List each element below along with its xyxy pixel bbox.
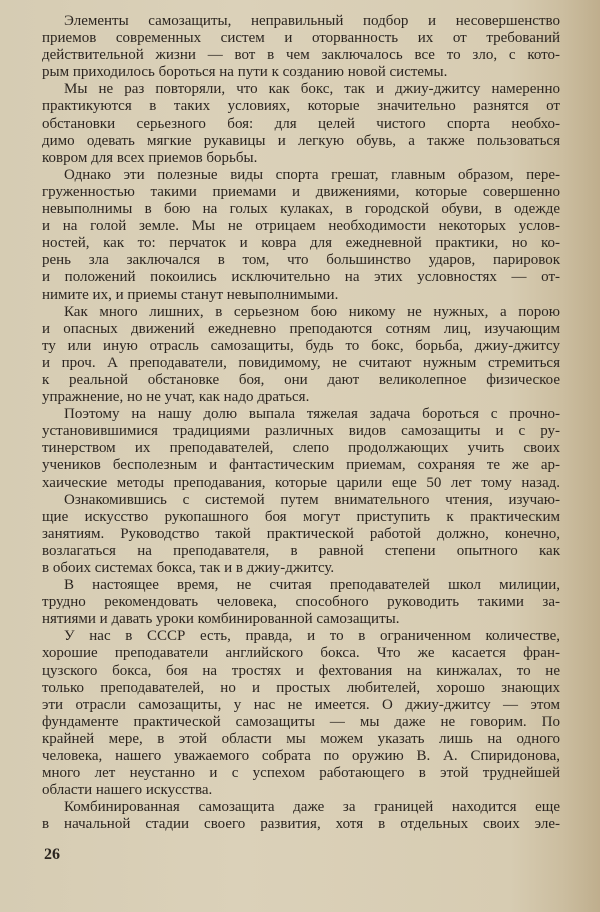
text-line: эти отрасли самозащиты, у нас не имеется. О джиу-джитсу — этом <box>42 696 560 713</box>
text-line: Поэтому на нашу долю выпала тяжелая задача бороться с прочно- <box>64 406 560 423</box>
text-line: цузского бокса, боя на тростях и фехтования на кинжалах, то не <box>42 662 560 679</box>
text-line: димо одевать мягкие рукавицы и легкую обувь, а также пользоваться <box>42 132 560 149</box>
text-line: к реальной обстановке боя, они дают великолепное физическое <box>42 371 560 388</box>
text-line: возлагаться на преподавателя, в равной степени опытного как <box>42 542 560 559</box>
text-line: обстановки серьезного боя: для целей чистого спорта необхо- <box>42 115 560 132</box>
text-line: ностей, как то: перчаток и ковра для ежедневной практики, но ко- <box>42 235 560 252</box>
text-line: ту или иную отрасль самозащиты, будь то бокс, борьба, джиу-джитсу <box>42 337 560 354</box>
text-line: в начальной стадии своего развития, хотя в отдельных своих эле- <box>42 816 560 833</box>
text-line: У нас в СССР есть, правда, и то в ограниченном количестве, <box>64 628 560 645</box>
text-line: человека, нашего уважаемого собрата по оружию В. А. Спиридонова, <box>42 748 560 765</box>
text-line: Ознакомившись с системой путем внимательного чтения, изучаю- <box>64 491 560 508</box>
text-line: нятиями и давать уроки комбинированной самозащиты. <box>42 611 400 628</box>
text-line: много лет неустанно и с успехом работающего в этой труднейшей <box>42 765 560 782</box>
text-line: крайней мере, в этой области мы можем указать лишь на одного <box>42 730 560 747</box>
text-line: приемов современных систем и оторванность их от требований <box>42 30 560 47</box>
text-line: Комбинированная самозащита даже за границей находится еще <box>64 799 560 816</box>
text-line: установившимися традициями различных видов самозащиты и с ру- <box>42 423 560 440</box>
text-line: и проч. А преподаватели, повидимому, не считают нужным стремиться <box>42 354 560 371</box>
text-line: Мы не раз повторяли, что как бокс, так и джиу-джитсу намеренно <box>64 81 560 98</box>
text-line: и опасных движений ежедневно преподаются сотням лиц, изучающим <box>42 320 560 337</box>
text-line: области нашего искусства. <box>42 782 213 799</box>
text-line: практикуются в таких условиях, которые значительно разнятся от <box>42 98 560 115</box>
text-line: в обоих системах бокса, так и в джиу-джитсу. <box>42 560 335 576</box>
text-line: рень зла заключался в том, что большинство ударов, парировок <box>42 252 560 269</box>
text-line: упражнение, но не учат, как надо драться. <box>42 389 310 406</box>
text-line: действительной жизни — вот в чем заключалось все то зло, с кото- <box>42 47 560 64</box>
text-line: Однако эти полезные виды спорта грешат, главным образом, пере- <box>64 166 560 183</box>
text-line: Как много лишних, в серьезном бою никому не нужных, а порою <box>64 303 560 320</box>
text-line: Элементы самозащиты, неправильный подбор и несовершенство <box>64 13 560 29</box>
text-line: груженностью такими приемами и движениями, которые совершенно <box>42 183 560 200</box>
text-line: тинерством их преподавателей, слепо продолжающих учить своих <box>42 440 560 457</box>
text-line: рым приходилось бороться на пути к созданию новой системы. <box>42 64 448 81</box>
text-line: учеников бесполезным и фантастическим приемам, сохраняя те же ар- <box>42 457 560 474</box>
text-line: фундаменте практической самозащиты — мы даже не говорим. По <box>42 713 560 730</box>
text-line: занятиям. Руководство такой практической работой должно, конечно, <box>42 525 560 542</box>
text-line: невыполнимы в бою на голых кулаках, в городской обуви, в одежде <box>42 201 560 218</box>
text-line: и положений покоились исключительно на этих условностях — от- <box>42 269 560 286</box>
page-number: 26 <box>44 846 60 863</box>
text-line: трудно рекомендовать человека, способного руководить такими за- <box>42 594 560 611</box>
text-line: щие искусство рукопашного боя могут приступить к практическим <box>42 508 560 525</box>
text-line: только преподавателей, но и простых любителей, хорошо знающих <box>42 679 560 696</box>
text-line: нимите их, и приемы станут невыполнимыми. <box>42 286 339 303</box>
text-line: и на голой земле. Мы не отрицаем необходимости некоторых услов- <box>42 218 560 235</box>
page-body-text <box>42 13 560 834</box>
text-line: ковром для всех приемов борьбы. <box>42 149 258 166</box>
text-line: хаические методы преподавания, которые царили еще 50 лет тому назад. <box>42 474 560 491</box>
text-line: В настоящее время, не считая преподавателей школ милиции, <box>64 577 560 594</box>
text-line: хорошие преподаватели английского бокса. Что же касается фран- <box>42 645 560 662</box>
